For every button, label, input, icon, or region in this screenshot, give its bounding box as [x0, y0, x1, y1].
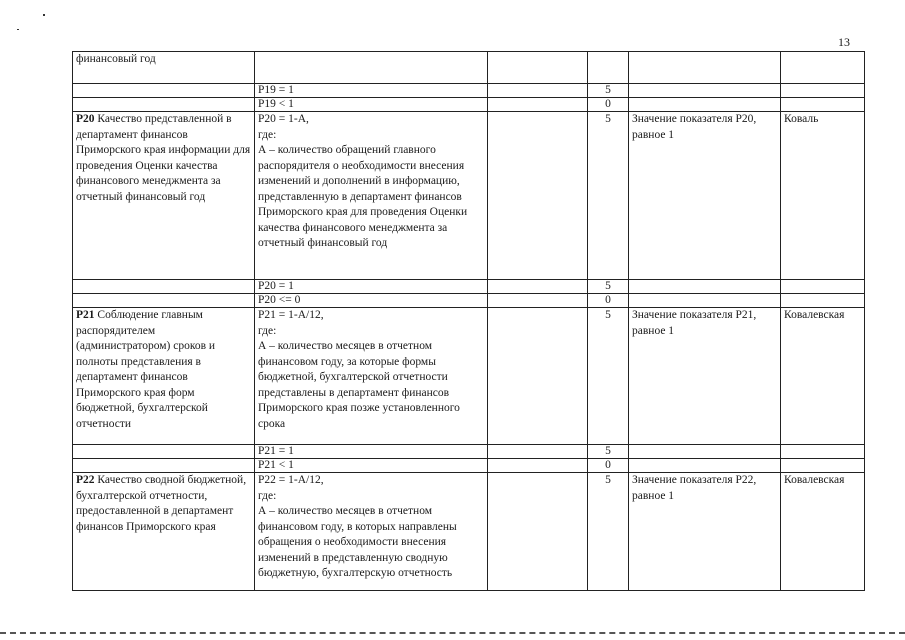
indicator-name-cell: [73, 84, 255, 98]
formula-cell: P20 <= 0: [255, 294, 488, 308]
empty-cell: [488, 473, 588, 591]
scan-speck: [43, 14, 45, 16]
points-cell: [588, 52, 629, 84]
target-value-cell: [629, 445, 781, 459]
target-value-cell: Значение показателя P20, равное 1: [629, 112, 781, 280]
formula-cell: P20 = 1: [255, 280, 488, 294]
responsible-cell: [781, 280, 865, 294]
indicator-code: P20: [76, 113, 95, 125]
points-cell: 5: [588, 84, 629, 98]
indicator-name-cell: P20 Качество представленной в департамент финансов Приморского края информации для проведения Оценки качества финансового менеджмента за отчетный финансовый год: [73, 112, 255, 280]
table-row: [73, 308, 865, 445]
indicator-name-cell: [73, 459, 255, 473]
indicator-name-cell: финансовый год: [73, 52, 255, 84]
indicator-name-cell: [73, 98, 255, 112]
points-cell: 5: [588, 112, 629, 280]
responsible-cell: Коваль: [781, 112, 865, 280]
target-value-cell: [629, 280, 781, 294]
indicator-code: P22: [76, 474, 95, 486]
responsible-cell: Ковалевская: [781, 308, 865, 445]
indicator-name-cell: [73, 280, 255, 294]
indicator-name-cell: [73, 445, 255, 459]
page-number: 13: [838, 35, 850, 49]
responsible-cell: [781, 98, 865, 112]
empty-cell: [488, 294, 588, 308]
formula-cell: P20 = 1-A, где: А – количество обращений главного распорядителя о необходимости внесения изменений и дополнений в информацию, представленную в департамент финансов Приморского края для проведения Оценки качества финансового менеджмента за отчетный финансовый год: [255, 112, 488, 280]
points-cell: 5: [588, 445, 629, 459]
indicators-table: [72, 51, 865, 591]
scan-speck: [17, 29, 19, 30]
points-cell: 5: [588, 473, 629, 591]
responsible-cell: [781, 459, 865, 473]
indicator-code: P21: [76, 309, 95, 321]
empty-cell: [488, 98, 588, 112]
empty-cell: [488, 308, 588, 445]
table-row: [73, 52, 865, 84]
empty-cell: [488, 280, 588, 294]
indicator-name-cell: P22 Качество сводной бюджетной, бухгалтерской отчетности, предоставленной в департамент финансов Приморского края: [73, 473, 255, 591]
table-row: [73, 98, 865, 112]
table-row: [73, 84, 865, 98]
empty-cell: [488, 112, 588, 280]
table-row: [73, 459, 865, 473]
target-value-cell: Значение показателя P21, равное 1: [629, 308, 781, 445]
indicator-name-cell: [73, 294, 255, 308]
formula-cell: P21 < 1: [255, 459, 488, 473]
target-value-cell: [629, 52, 781, 84]
responsible-cell: [781, 294, 865, 308]
formula-cell: P19 < 1: [255, 98, 488, 112]
points-cell: 0: [588, 98, 629, 112]
points-cell: 5: [588, 308, 629, 445]
empty-cell: [488, 459, 588, 473]
table-row: [73, 473, 865, 591]
indicator-name-cell: P21 Соблюдение главным распорядителем (администратором) сроков и полноты представления в департамент финансов Приморского края форм бюджетной, бухгалтерской отчетности: [73, 308, 255, 445]
table-row: [73, 112, 865, 280]
table-row: [73, 294, 865, 308]
target-value-cell: Значение показателя P22, равное 1: [629, 473, 781, 591]
responsible-cell: [781, 445, 865, 459]
empty-cell: [488, 445, 588, 459]
formula-cell: P21 = 1: [255, 445, 488, 459]
points-cell: 0: [588, 459, 629, 473]
empty-cell: [488, 52, 588, 84]
responsible-cell: Ковалевская: [781, 473, 865, 591]
empty-cell: [488, 84, 588, 98]
formula-cell: P19 = 1: [255, 84, 488, 98]
formula-cell: [255, 52, 488, 84]
table-row: [73, 445, 865, 459]
responsible-cell: [781, 52, 865, 84]
target-value-cell: [629, 98, 781, 112]
formula-cell: P22 = 1-A/12, где: А – количество месяцев в отчетном финансовом году, в которых направлены обращения о необходимости внесения изменений в представленную сводную бюджетную, бухгалтерскую отчетность: [255, 473, 488, 591]
table-row: [73, 280, 865, 294]
target-value-cell: [629, 84, 781, 98]
target-value-cell: [629, 294, 781, 308]
formula-cell: P21 = 1-A/12, где: А – количество месяцев в отчетном финансовом году, за которые формы бюджетной, бухгалтерской отчетности представлены в департамент финансов Приморского края позже установленного срока: [255, 308, 488, 445]
responsible-cell: [781, 84, 865, 98]
points-cell: 5: [588, 280, 629, 294]
points-cell: 0: [588, 294, 629, 308]
target-value-cell: [629, 459, 781, 473]
page-bottom-edge: [0, 632, 905, 634]
